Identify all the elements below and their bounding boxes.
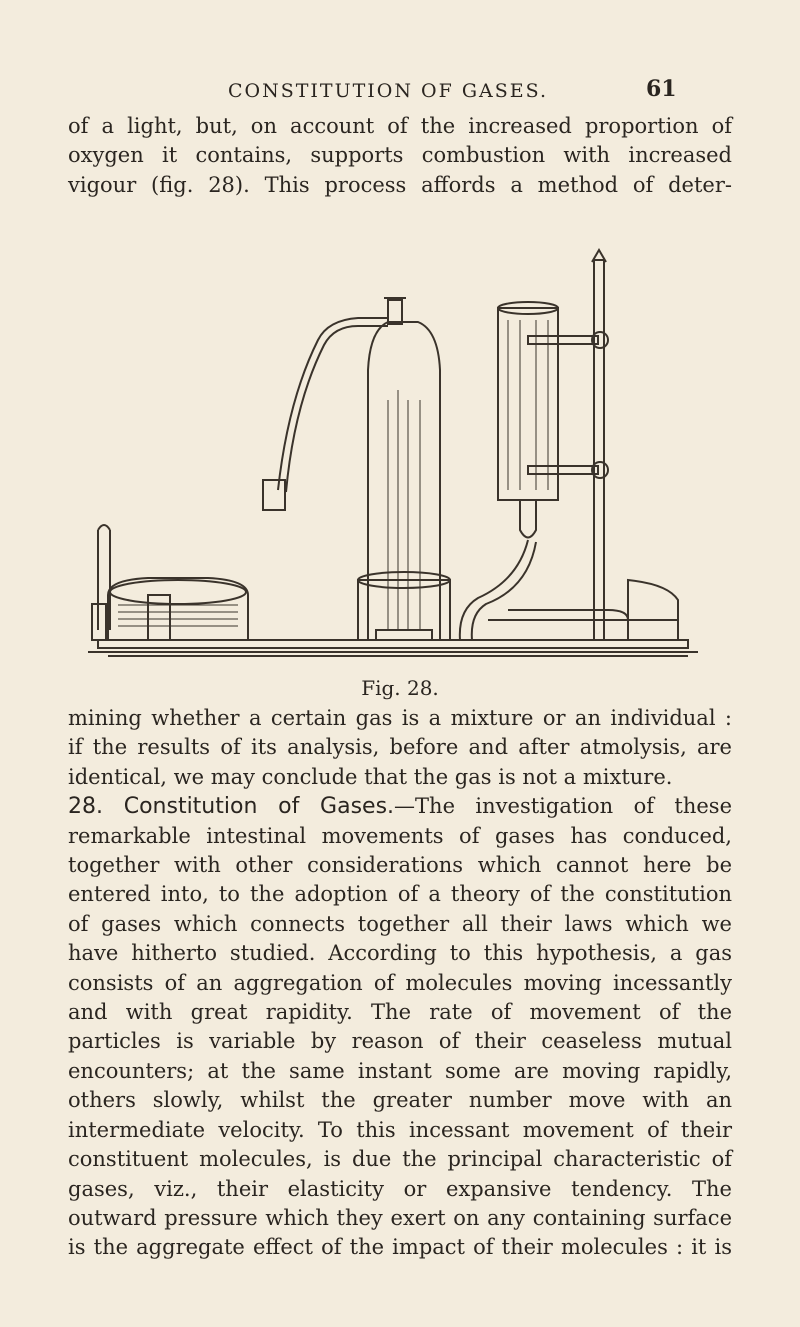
text-line: others slowly, whilst the greater number move with an	[68, 1088, 732, 1113]
text-line: entered into, to the adoption of a theory of the constitution	[68, 882, 732, 907]
text-line: identical, we may conclude that the gas is not a mixture.	[68, 764, 673, 789]
running-title: CONSTITUTION OF GASES.	[228, 80, 549, 102]
text-line: have hitherto studied. According to this hypothesis, a gas	[68, 941, 732, 966]
text-line: oxygen it contains, supports combustion with increased	[68, 143, 732, 168]
text-line: of a light, but, on account of the increased proportion of	[68, 114, 732, 138]
text-line: intermediate velocity. To this incessant movement of their	[68, 1117, 732, 1142]
text-line: consists of an aggregation of molecules moving incessantly	[68, 970, 732, 995]
text-line: encounters; at the same instant some are moving rapidly,	[68, 1058, 732, 1083]
text-line: if the results of its analysis, before and after atmolysis, are	[68, 735, 732, 760]
body-text	[68, 704, 732, 1263]
top-paragraph	[68, 112, 732, 200]
text-line: remarkable intestinal movements of gases has conduced,	[68, 823, 732, 848]
text-line: constituent molecules, is due the principal characteristic of	[68, 1147, 732, 1172]
text-line: of gases which connects together all their laws which we	[68, 911, 732, 936]
running-head	[0, 76, 800, 110]
text-line: gases, viz., their elasticity or expansive tendency. The	[68, 1176, 732, 1201]
section-heading: 28. Constitution of Gases.	[68, 794, 395, 820]
text-line: vigour (fig. 28). This process affords a method of deter-	[68, 172, 732, 197]
text-line-continuation: —The investigation of these	[394, 794, 732, 819]
figure-caption: Fig. 28.	[361, 676, 439, 700]
page-number: 61	[646, 76, 677, 102]
section-heading-line	[68, 792, 732, 821]
text-line: is the aggregate effect of the impact of their molecules : it is	[68, 1235, 732, 1260]
text-line: particles is variable by reason of their ceaseless mutual	[68, 1029, 732, 1054]
text-line: together with other considerations which cannot here be	[68, 853, 732, 878]
text-line: and with great rapidity. The rate of movement of the	[68, 1000, 732, 1025]
text-line: outward pressure which they exert on any containing surface	[68, 1205, 732, 1230]
apparatus-illustration	[88, 200, 708, 660]
text-line: mining whether a certain gas is a mixture or an individual :	[68, 706, 732, 730]
